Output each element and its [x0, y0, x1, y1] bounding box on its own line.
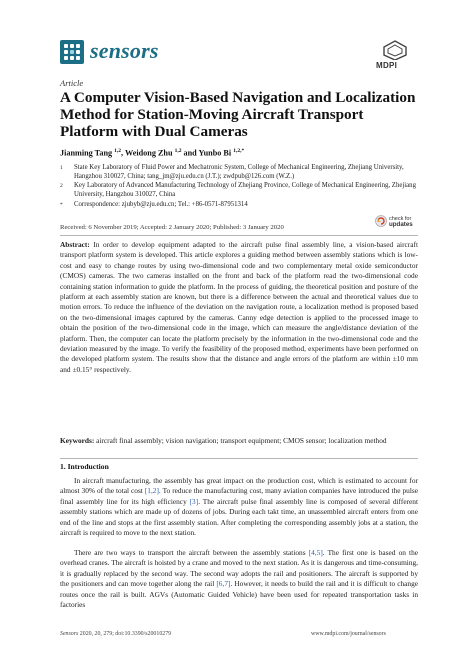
- keywords: [60, 436, 418, 446]
- paragraph-text: . To reduce the manufacturing cost, many aviation companies have introduced the pulse final assembly line for its high efficiency: [60, 486, 419, 506]
- author-name: Jianming Tang: [60, 148, 113, 158]
- section-divider: [60, 458, 418, 459]
- check-for-updates-icon: [375, 215, 387, 227]
- paragraph-text: . The first one is based on the overhead cranes. The aircraft is hoisted by a crane and moved to the next station. As it is dangerous and time-consuming, it is gradually replaced by the second way. The second way adopts the rail and positioners. The aircraft is supported by the positioners and can move together along the rail: [60, 548, 419, 589]
- author-list: [60, 148, 244, 158]
- article-title: A Computer Vision-Based Navigation and Localization Method for Station-Moving Aircraft Transport Platform with Dual Cameras: [60, 89, 416, 140]
- footer-citation: [60, 631, 171, 637]
- journal-logo-icon: [60, 40, 84, 64]
- mdpi-logo-icon: [382, 40, 408, 60]
- journal-name: sensors: [90, 38, 159, 63]
- citation-link[interactable]: [4,5]: [308, 548, 323, 557]
- affiliation-mark: 1: [60, 165, 63, 171]
- footer-citation-text: 2020, 20, 279; doi:10.3390/s20010279: [78, 631, 172, 637]
- correspondence-item: [60, 201, 420, 210]
- section-heading: 1. Introduction: [60, 462, 109, 471]
- affiliation-mark: 2: [60, 183, 63, 189]
- paragraph-text: . However, it needs to build the rail and it is difficult to change routes once the rail is built. AGVs (Automatic Guided Vehicle) have been used for repeated transportation tasks in factories: [60, 579, 419, 610]
- author-affiliation-mark: 1,2: [174, 148, 182, 154]
- paragraph-text: In aircraft manufacturing, the assembly has great impact on the production cost, which is estimated to account for almost 30% of the total cost: [60, 476, 418, 496]
- updates-label: updates: [389, 221, 413, 228]
- affiliation-text: Key Laboratory of Advanced Manufacturing Technology of Zhejiang Province, College of Mechanical Engineering, Zhejiang University, Hangzhou 310027, China: [74, 182, 416, 198]
- affiliation-item: [60, 164, 420, 182]
- article-type-label: Article: [60, 78, 84, 88]
- citation-link[interactable]: [1,2]: [144, 486, 159, 496]
- author-affiliation-mark: 1,2,*: [233, 148, 245, 154]
- keywords-text: aircraft final assembly; vision navigation; transport equipment; CMOS sensor; localization method: [96, 436, 387, 445]
- correspondence-text: Correspondence: zjubyb@zju.edu.cn; Tel.: +86-0571-87951314: [74, 201, 248, 208]
- abstract-label: Abstract:: [60, 240, 90, 249]
- author-name: Weidong Zhu: [124, 148, 173, 158]
- publisher-name: MDPI: [376, 61, 398, 70]
- abstract: [60, 240, 418, 375]
- paragraph-text: There are two ways to transport the aircraft between the assembly stations: [74, 548, 309, 557]
- check-for-updates-badge[interactable]: [375, 213, 415, 231]
- author-separator: and: [181, 148, 199, 158]
- affiliation-item: [60, 182, 420, 200]
- author-affiliation-mark: 1,2: [114, 148, 122, 154]
- footer-journal: Sensors: [60, 631, 79, 637]
- publication-dates: Received: 6 November 2019; Accepted: 2 January 2020; Published: 3 January 2020: [60, 224, 284, 231]
- paragraph-text: . The aircraft pulse final assembly line is composed of several different assembly stations which are made up of dozens of jobs. During each takt time, an unassembled aircraft enters from one end of the line and stops at the first assembly station. After completing the corresponding assembly jobs at a station, the aircraft is required to move to the next station.: [60, 496, 418, 538]
- affiliation-mark: *: [60, 202, 63, 208]
- abstract-text: In order to develop equipment adapted to the aircraft pulse final assembly line, a vision-based aircraft transport platform system is developed. This article explores a guiding method between assembly stations which is low-cost and easy to change routes by using two-dimensional code and two complementary metal oxide semiconductor (CMOS) cameras. The two cameras installed on the front and back of the platform read the two-dimensional code containing station information to guide the platform. In the process of guiding, the theoretical position and posture of the platform at each assembly station are known, but there is a difference between the actual and theoretical values due to motion errors. To reduce the influence of the deviation on the navigation route, a localization method is proposed based on the two-dimensional images captured by the cameras. Canny edge detection is applied to the processed image to obtain the position of the two-dimensional code in the image, which can measure the angle/distance deviation of the platform. Then, the computer can locate the platform precisely by the information in the two-dimensional code and the deviation measured by the image. To verify the feasibility of the proposed method, experiments have been performed on the developed platform system. The results show that the distance and angle errors of the platform are within ±10 mm and ±0.15° respectively.: [60, 240, 418, 374]
- citation-link[interactable]: [3]: [189, 496, 199, 506]
- author-separator: ,: [121, 148, 125, 158]
- intro-paragraph: [60, 548, 418, 610]
- footer-url[interactable]: www.mdpi.com/journal/sensors: [311, 631, 386, 637]
- citation-link[interactable]: [6,7]: [216, 579, 231, 589]
- check-for-label: check for: [389, 216, 412, 222]
- section-divider: [60, 235, 418, 236]
- author-name: Yunbo Bi: [198, 148, 232, 158]
- intro-paragraph: [60, 476, 418, 538]
- keywords-label: Keywords:: [60, 436, 95, 445]
- affiliation-text: State Key Laboratory of Fluid Power and Mechatronic System, College of Mechanical Engineering, Zhejiang University, Hangzhou 310027, China; tang_jm@zju.edu.cn (J.T.); zwdpub@126.com (W.Z.): [74, 164, 404, 180]
